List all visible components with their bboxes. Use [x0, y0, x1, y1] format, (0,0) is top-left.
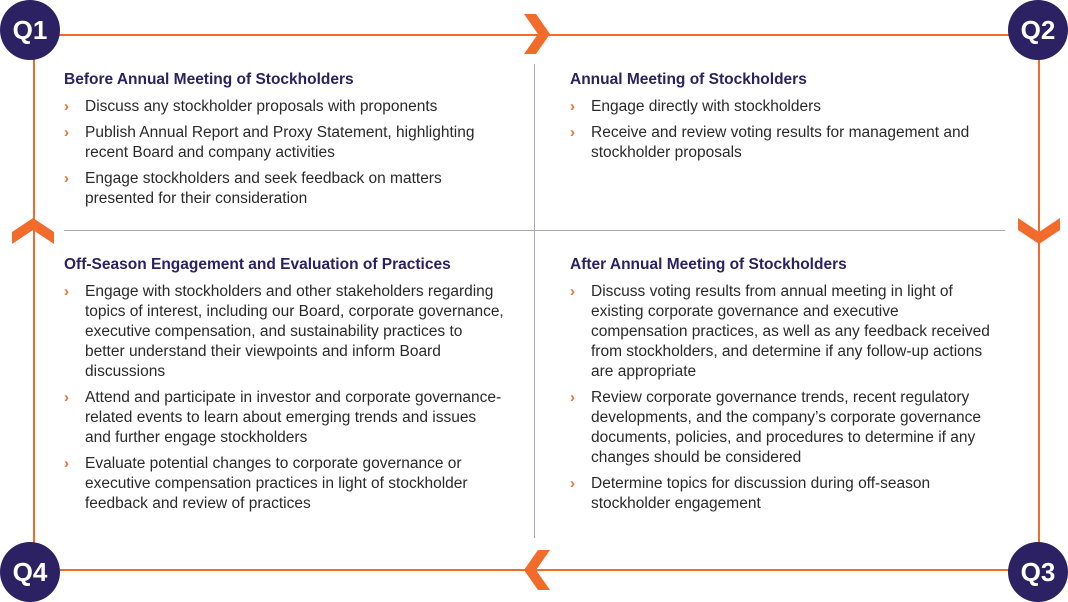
chevron-bullet-icon: › — [64, 389, 69, 406]
list-item-text: Engage with stockholders and other stakeholders regarding topics of interest, including our Board, corporate governance, executive compensation, and sustainability practices to better understand their viewpoints and inform Board discussions — [85, 283, 504, 380]
list-item — [64, 97, 504, 117]
list-item — [64, 454, 504, 514]
item-list — [64, 97, 504, 209]
chevron-bullet-icon: › — [570, 475, 575, 492]
quadrant-title: Annual Meeting of Stockholders — [570, 71, 807, 88]
list-item — [570, 97, 1010, 117]
chevron-bullet-icon: › — [570, 98, 575, 115]
list-item — [64, 123, 504, 163]
list-item-text: Determine topics for discussion during off-season stockholder engagement — [591, 475, 931, 512]
quadrant-q2 — [570, 70, 1010, 169]
list-item — [64, 388, 504, 448]
chevron-bullet-icon: › — [64, 98, 69, 115]
list-item-text: Discuss voting results from annual meeting in light of existing corporate governance and executive compensation practices, as well as any feedback received from stockholders, and determine if any follow-up actions are appropriate — [591, 283, 990, 380]
list-item — [64, 282, 504, 382]
quadrant-title: Before Annual Meeting of Stockholders — [64, 71, 354, 88]
chevron-bullet-icon: › — [570, 124, 575, 141]
list-item — [570, 123, 1010, 163]
quadrant-q1 — [64, 70, 504, 215]
chevron-bullet-icon: › — [64, 124, 69, 141]
badge-q4: Q4 — [0, 542, 60, 602]
frame-right-line — [1038, 58, 1040, 544]
list-item-text: Attend and participate in investor and corporate governance-related events to learn about emerging trends and issues and further engage stockholders — [85, 389, 502, 446]
quadrant-title: Off-Season Engagement and Evaluation of Practices — [64, 256, 451, 273]
list-item-text: Engage directly with stockholders — [591, 98, 822, 115]
quadrant-q3 — [570, 255, 995, 520]
chevron-left-icon — [522, 550, 552, 590]
vertical-divider — [534, 64, 535, 538]
chevron-bullet-icon: › — [570, 283, 575, 300]
badge-q3: Q3 — [1008, 542, 1068, 602]
chevron-bullet-icon: › — [570, 389, 575, 406]
chevron-down-icon — [1018, 216, 1060, 246]
list-item-text: Review corporate governance trends, recent regulatory developments, and the company’s corporate governance documents, policies, and procedures to determine if any changes should be considered — [591, 389, 982, 466]
list-item-text: Discuss any stockholder proposals with proponents — [85, 98, 438, 115]
list-item-text: Publish Annual Report and Proxy Statement, highlighting recent Board and company activities — [85, 124, 475, 161]
chevron-up-icon — [12, 216, 54, 246]
chevron-right-icon — [522, 14, 552, 54]
chevron-bullet-icon: › — [64, 455, 69, 472]
list-item — [570, 474, 995, 514]
item-list — [570, 97, 1010, 163]
list-item-text: Evaluate potential changes to corporate governance or executive compensation practices in light of stockholder feedback and review of practices — [85, 455, 468, 512]
list-item — [64, 169, 504, 209]
item-list — [64, 282, 504, 514]
quadrant-q4 — [64, 255, 504, 520]
list-item-text: Receive and review voting results for management and stockholder proposals — [591, 124, 970, 161]
item-list — [570, 282, 995, 514]
list-item — [570, 282, 995, 382]
list-item — [570, 388, 995, 468]
frame-left-line — [33, 58, 35, 544]
list-item-text: Engage stockholders and seek feedback on matters presented for their consideration — [85, 170, 442, 207]
badge-q1: Q1 — [0, 0, 60, 60]
horizontal-divider — [64, 230, 1005, 231]
chevron-bullet-icon: › — [64, 283, 69, 300]
quadrant-title: After Annual Meeting of Stockholders — [570, 256, 847, 273]
chevron-bullet-icon: › — [64, 170, 69, 187]
badge-q2: Q2 — [1008, 0, 1068, 60]
